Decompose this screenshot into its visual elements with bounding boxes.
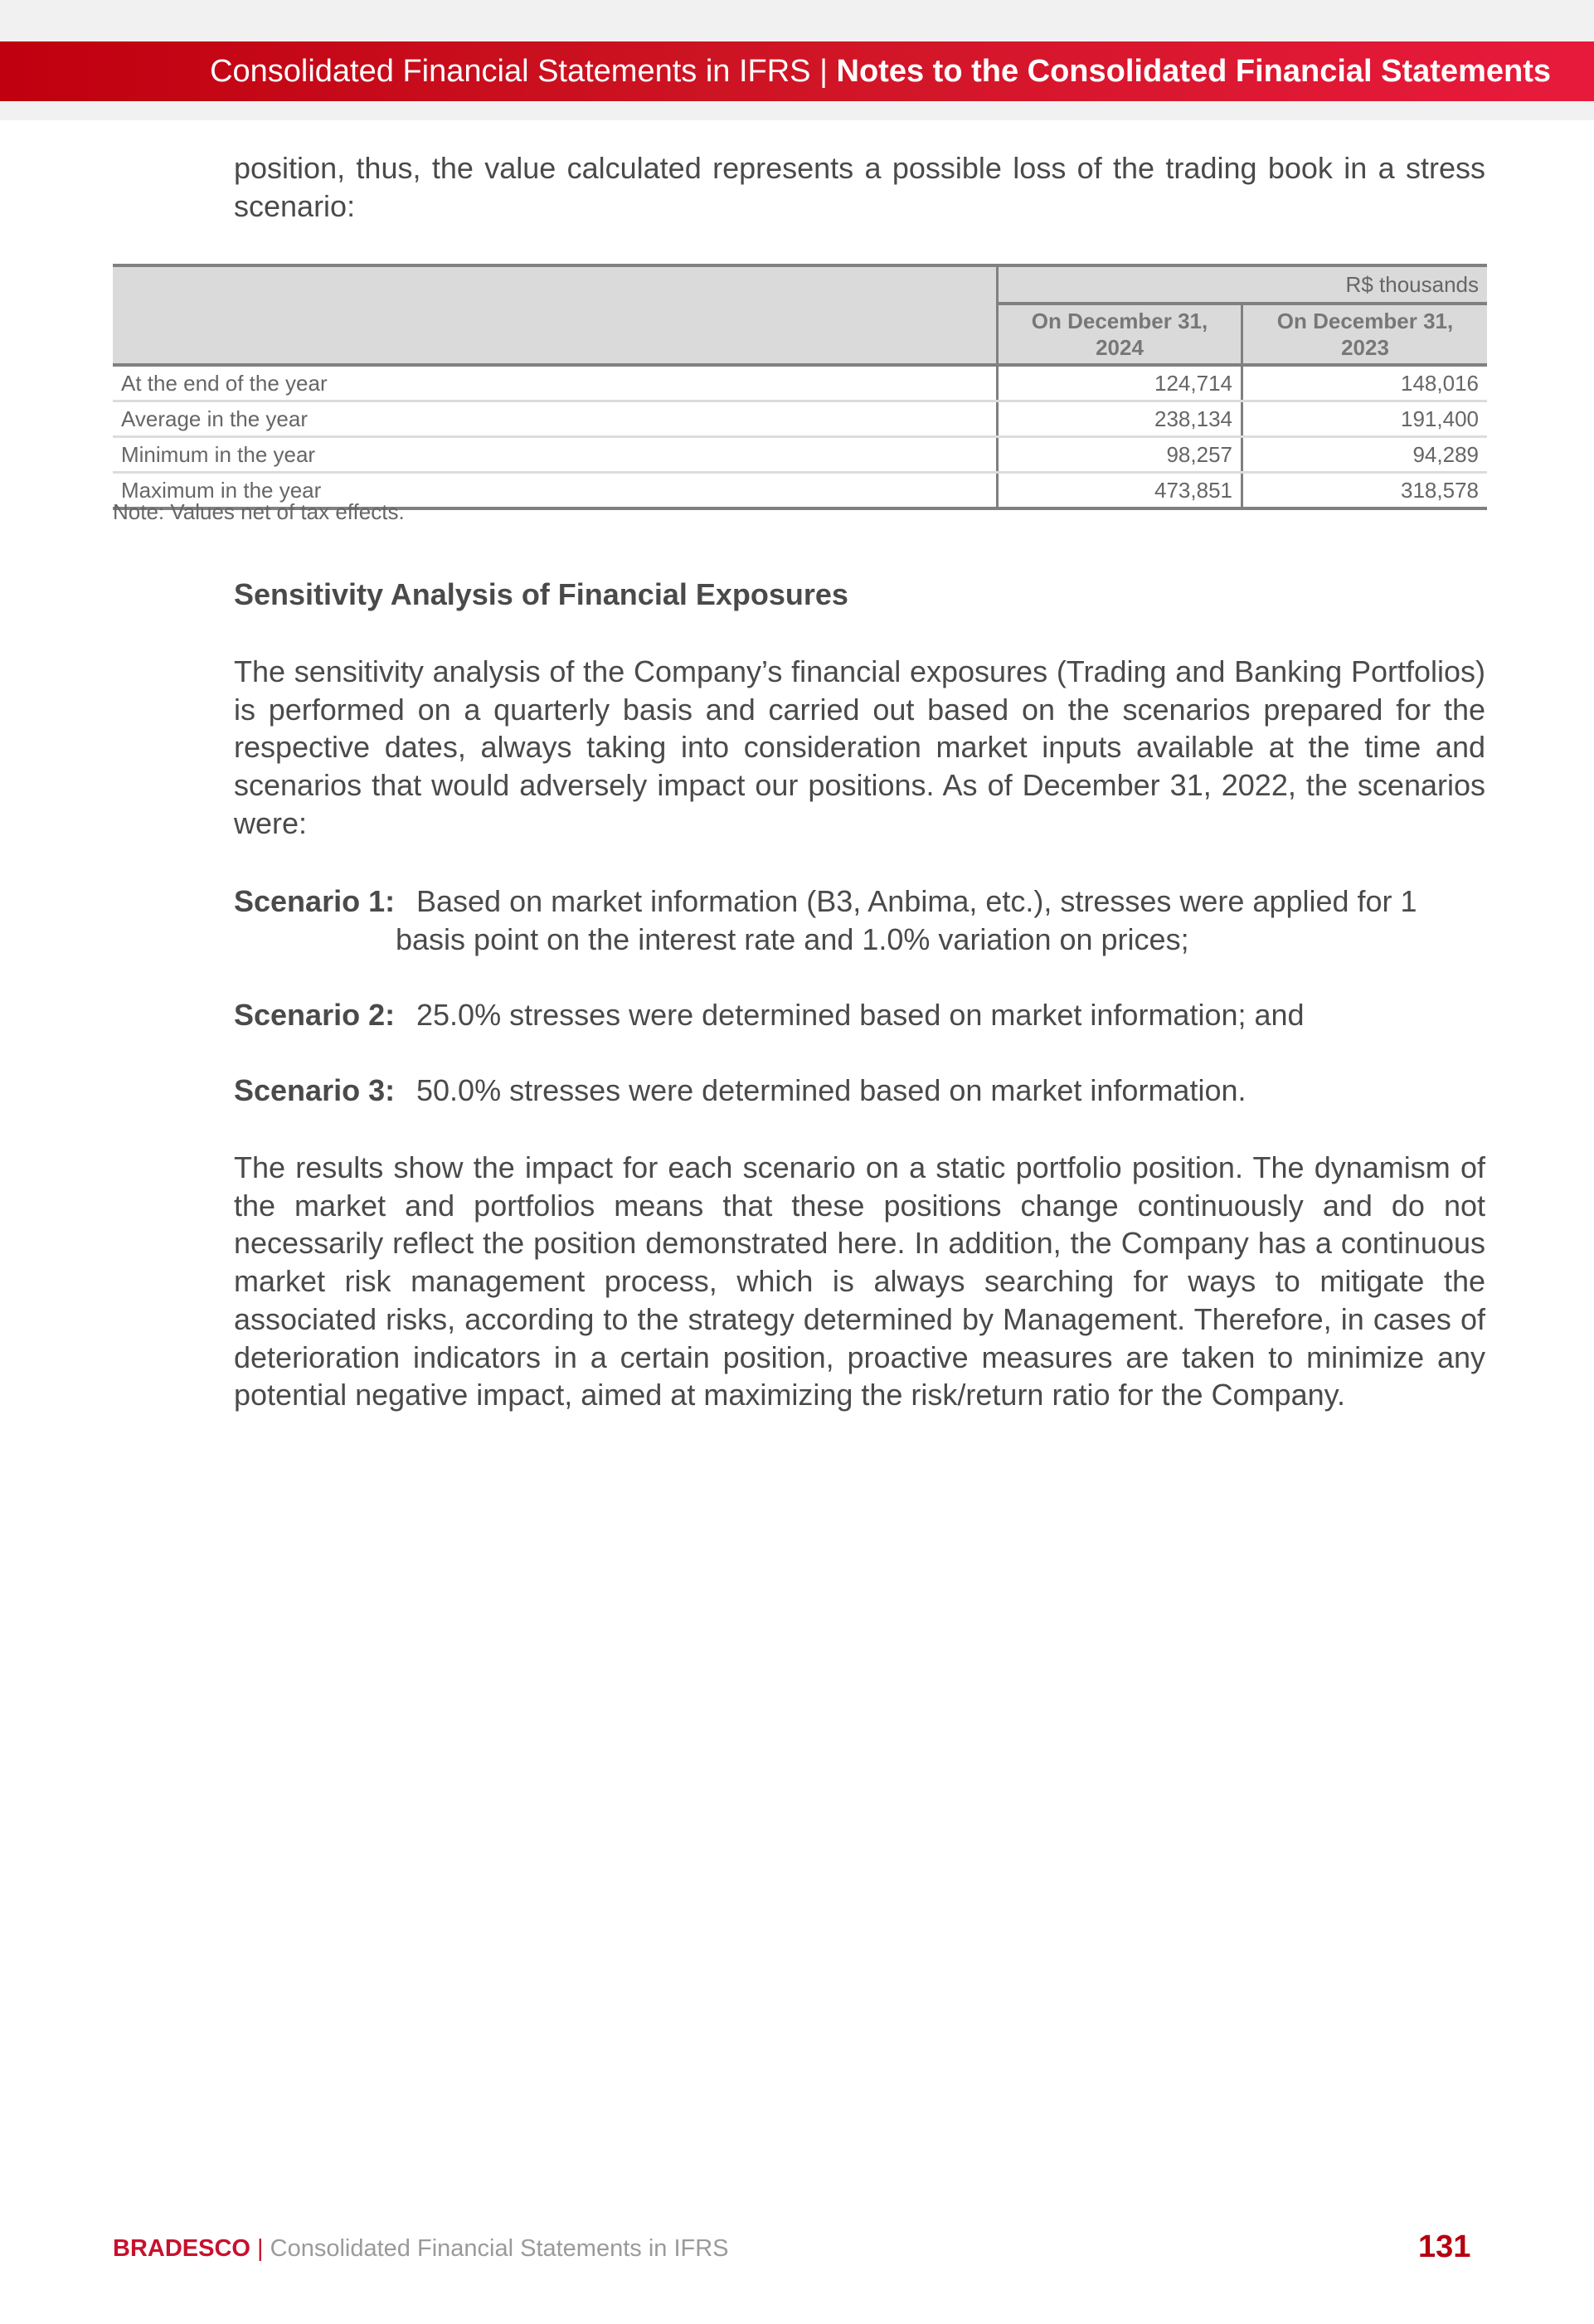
- scenario-label: Scenario 1:: [234, 884, 396, 918]
- header-separator: |: [819, 53, 828, 89]
- intro-paragraph: position, thus, the value calculated represents a possible loss of the trading book in a stress scenario:: [234, 151, 1485, 223]
- header-section: Consolidated Financial Statements in IFRS: [210, 53, 811, 89]
- unit-label: R$ thousands: [998, 265, 1488, 304]
- row-label: Minimum in the year: [113, 437, 998, 473]
- header-banner: [0, 41, 1594, 101]
- section-heading: Sensitivity Analysis of Financial Exposures: [234, 577, 848, 611]
- sensitivity-paragraph: The sensitivity analysis of the Company’s financial exposures (Trading and Banking Portfolios) is performed on a quarterly basis and carried out based on the scenarios prepared for the respective dates, always taking into consideration market inputs available at the time and scenarios that would adversely impact our positions. As of December 31, 2022, the scenarios were:: [234, 654, 1485, 840]
- scenario-text: 25.0% stresses were determined based on market information; and: [416, 998, 1305, 1032]
- value-2023: 148,016: [1242, 365, 1488, 401]
- scenario-text: Based on market information (B3, Anbima, etc.), stresses were applied for 1 basis point on the interest rate and 1.0% variation on prices;: [396, 884, 1417, 956]
- value-2023: 191,400: [1242, 401, 1488, 437]
- scenario-label: Scenario 2:: [234, 998, 396, 1032]
- value-2024: 98,257: [998, 437, 1242, 473]
- results-paragraph: The results show the impact for each scenario on a static portfolio position. The dynamism of the market and portfolios means that these positions change continuously and do not necessarily reflect the position demonstrated here. In addition, the Company has a continuous market risk management process, which is always searching for ways to mitigate the associated risks, according to the strategy determined by Management. Therefore, in cases of deterioration indicators in a certain position, proactive measures are taken to minimize any potential negative impact, aimed at maximizing the risk/return ratio for the Company.: [234, 1150, 1485, 1412]
- row-label: Average in the year: [113, 401, 998, 437]
- table-row: [113, 365, 1487, 401]
- table-row: [113, 437, 1487, 473]
- value-2023: 94,289: [1242, 437, 1488, 473]
- scenario-1: [234, 882, 1485, 958]
- column-header-2023: On December 31, 2023: [1242, 304, 1488, 365]
- value-2024: 238,134: [998, 401, 1242, 437]
- footer: [113, 2235, 729, 2263]
- value-2023: 318,578: [1242, 473, 1488, 509]
- table-row: [113, 401, 1487, 437]
- scenario-2: [234, 996, 1485, 1034]
- stress-table: [113, 264, 1487, 510]
- column-header-2024: On December 31, 2024: [998, 304, 1242, 365]
- header-title: Notes to the Consolidated Financial Statements: [836, 53, 1551, 89]
- row-label: At the end of the year: [113, 365, 998, 401]
- scenario-text: 50.0% stresses were determined based on market information.: [416, 1073, 1247, 1107]
- value-2024: 473,851: [998, 473, 1242, 509]
- table-note: Note: Values net of tax effects.: [113, 499, 405, 524]
- scenario-label: Scenario 3:: [234, 1073, 396, 1107]
- page-number: 131: [1418, 2229, 1471, 2264]
- header-blank: [113, 265, 998, 365]
- footer-title: Consolidated Financial Statements in IFRS: [270, 2235, 729, 2262]
- scenario-3: [234, 1072, 1485, 1110]
- value-2024: 124,714: [998, 365, 1242, 401]
- footer-separator: |: [257, 2235, 264, 2262]
- brand-logo: BRADESCO: [113, 2235, 250, 2262]
- row-label: Maximum in the year: [113, 473, 998, 509]
